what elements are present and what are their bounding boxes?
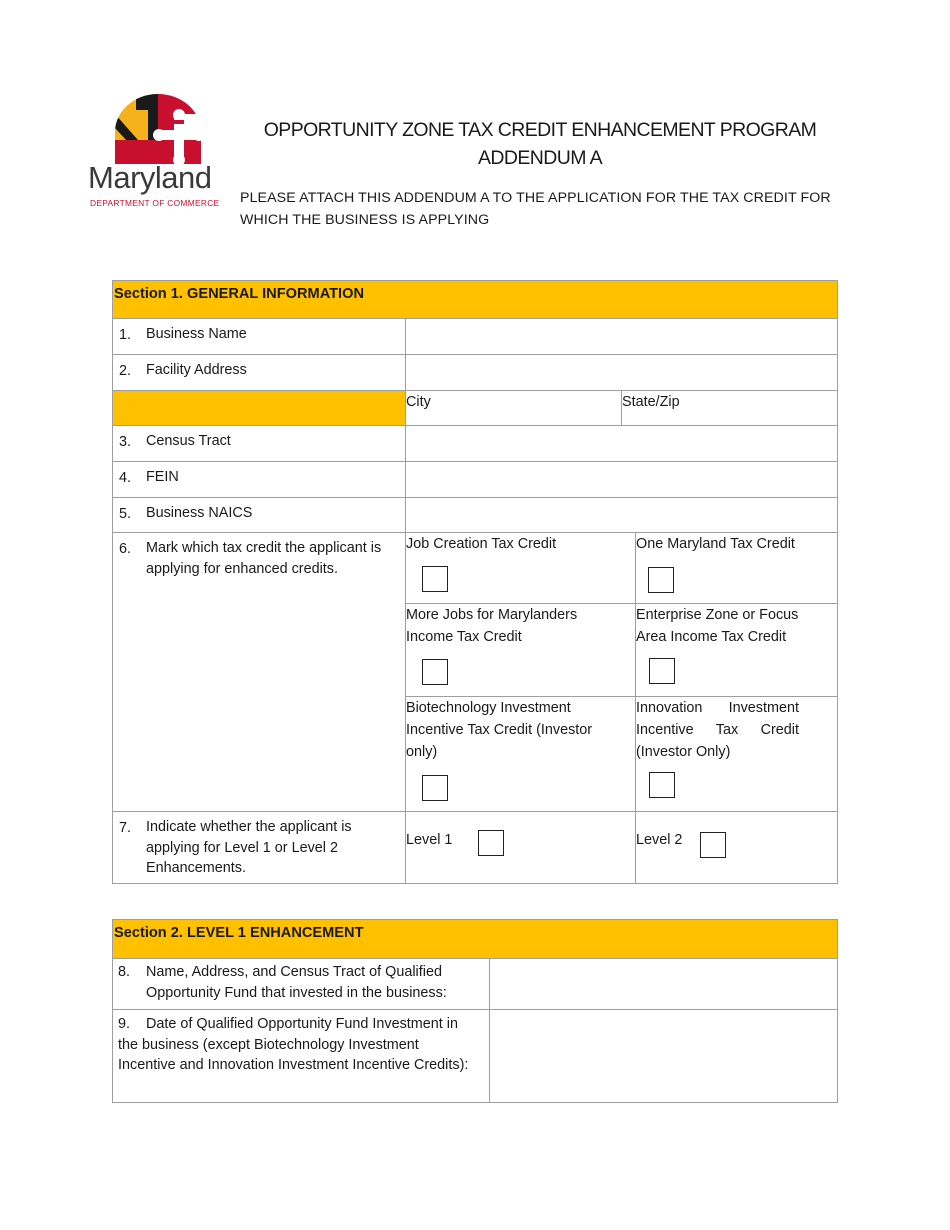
qof-date-label-wrap	[118, 1014, 475, 1076]
job-creation-checkbox[interactable]	[422, 566, 448, 592]
option-innovation	[635, 696, 838, 812]
level-2-cell	[635, 811, 838, 884]
title-line-2: ADDENDUM A	[477, 147, 603, 169]
option-more-jobs-label: More Jobs for Marylanders Income Tax Credit	[406, 607, 578, 645]
maryland-flag-emblem-icon	[88, 94, 228, 164]
qof-date-input[interactable]	[489, 1009, 838, 1103]
option-enterprise-zone-label: Enterprise Zone or Focus Area Income Tax Credit	[636, 607, 799, 645]
census-tract-label: Census Tract	[146, 433, 231, 449]
qof-date-label: Date of Qualified Opportunity Fund Investment in the business (except Biotechnology Investment Incentive and Innovation Investment Incentive Credits):	[118, 1016, 469, 1073]
logo-wordmark: Maryland	[88, 160, 212, 195]
logo-department: DEPARTMENT OF COMMERCE	[90, 198, 220, 208]
qof-name-label-cell	[112, 958, 490, 1010]
option-biotechnology-label: Biotechnology Investment Incentive Tax Credit (Investor only)	[406, 700, 593, 760]
instructions-text: PLEASE ATTACH THIS ADDENDUM A TO THE APPLICATION FOR THE TAX CREDIT FOR WHICH THE BUSINESS IS APPLYING	[240, 190, 831, 228]
business-naics-label-cell	[112, 497, 406, 533]
census-tract-label-cell	[112, 425, 406, 462]
level-1-checkbox[interactable]	[478, 830, 504, 856]
tax-credit-question-cell	[112, 532, 406, 812]
biotechnology-checkbox[interactable]	[422, 775, 448, 801]
facility-address-label-cell	[112, 354, 406, 391]
title-line-1: OPPORTUNITY ZONE TAX CREDIT ENHANCEMENT PROGRAM	[263, 119, 817, 141]
business-name-label-cell	[112, 318, 406, 355]
item-number: 3.	[119, 434, 132, 450]
option-one-maryland-label: One Maryland Tax Credit	[636, 536, 795, 552]
level-1-label: Level 1	[406, 832, 453, 848]
option-more-jobs	[405, 603, 636, 697]
section1-title: Section 1. GENERAL INFORMATION	[114, 286, 365, 302]
qof-date-label-cell	[112, 1009, 490, 1103]
section1-header	[112, 280, 838, 319]
facility-address-label: Facility Address	[146, 362, 247, 378]
facility-address-input[interactable]	[405, 354, 838, 391]
option-job-creation-label: Job Creation Tax Credit	[406, 536, 557, 552]
more-jobs-checkbox[interactable]	[422, 659, 448, 685]
city-label: City	[406, 394, 431, 410]
option-one-maryland	[635, 532, 838, 604]
section2-header	[112, 919, 838, 959]
census-tract-input[interactable]	[405, 425, 838, 462]
qof-name-input[interactable]	[489, 958, 838, 1010]
level-1-cell	[405, 811, 636, 884]
business-naics-label: Business NAICS	[146, 505, 253, 521]
city-input[interactable]	[405, 390, 622, 426]
fein-label-cell	[112, 461, 406, 498]
option-innovation-label: Innovation Investment Incentive Tax Credit (Investor Only)	[636, 700, 799, 760]
level-2-label: Level 2	[636, 832, 683, 848]
level-question-label: Indicate whether the applicant is applying for Level 1 or Level 2 Enhancements.	[146, 819, 352, 876]
business-naics-input[interactable]	[405, 497, 838, 533]
item-number: 1.	[119, 327, 132, 343]
enterprise-zone-checkbox[interactable]	[649, 658, 675, 684]
page-title	[240, 116, 840, 172]
innovation-checkbox[interactable]	[649, 772, 675, 798]
level-2-checkbox[interactable]	[700, 832, 726, 858]
section2-title: Section 2. LEVEL 1 ENHANCEMENT	[114, 925, 364, 941]
tax-credit-question-label: Mark which tax credit the applicant is applying for enhanced credits.	[146, 540, 382, 577]
item-number: 2.	[119, 363, 132, 379]
option-job-creation	[405, 532, 636, 604]
option-biotechnology	[405, 696, 636, 812]
item-number: 6.	[119, 541, 132, 557]
level-question-cell	[112, 811, 406, 884]
business-name-input[interactable]	[405, 318, 838, 355]
maryland-commerce-logo	[88, 94, 228, 214]
fein-label: FEIN	[146, 469, 179, 485]
qof-name-label: Name, Address, and Census Tract of Qualified Opportunity Fund that invested in the business:	[146, 964, 447, 1001]
business-name-label: Business Name	[146, 326, 247, 342]
state-zip-input[interactable]	[621, 390, 838, 426]
item-number: 5.	[119, 506, 132, 522]
address-spacer-cell	[112, 390, 406, 426]
one-maryland-checkbox[interactable]	[648, 567, 674, 593]
option-enterprise-zone	[635, 603, 838, 697]
fein-input[interactable]	[405, 461, 838, 498]
item-number: 8.	[118, 964, 131, 980]
item-number: 4.	[119, 470, 132, 486]
item-number: 9.	[118, 1016, 131, 1032]
item-number: 7.	[119, 820, 132, 836]
state-zip-label: State/Zip	[622, 394, 680, 410]
